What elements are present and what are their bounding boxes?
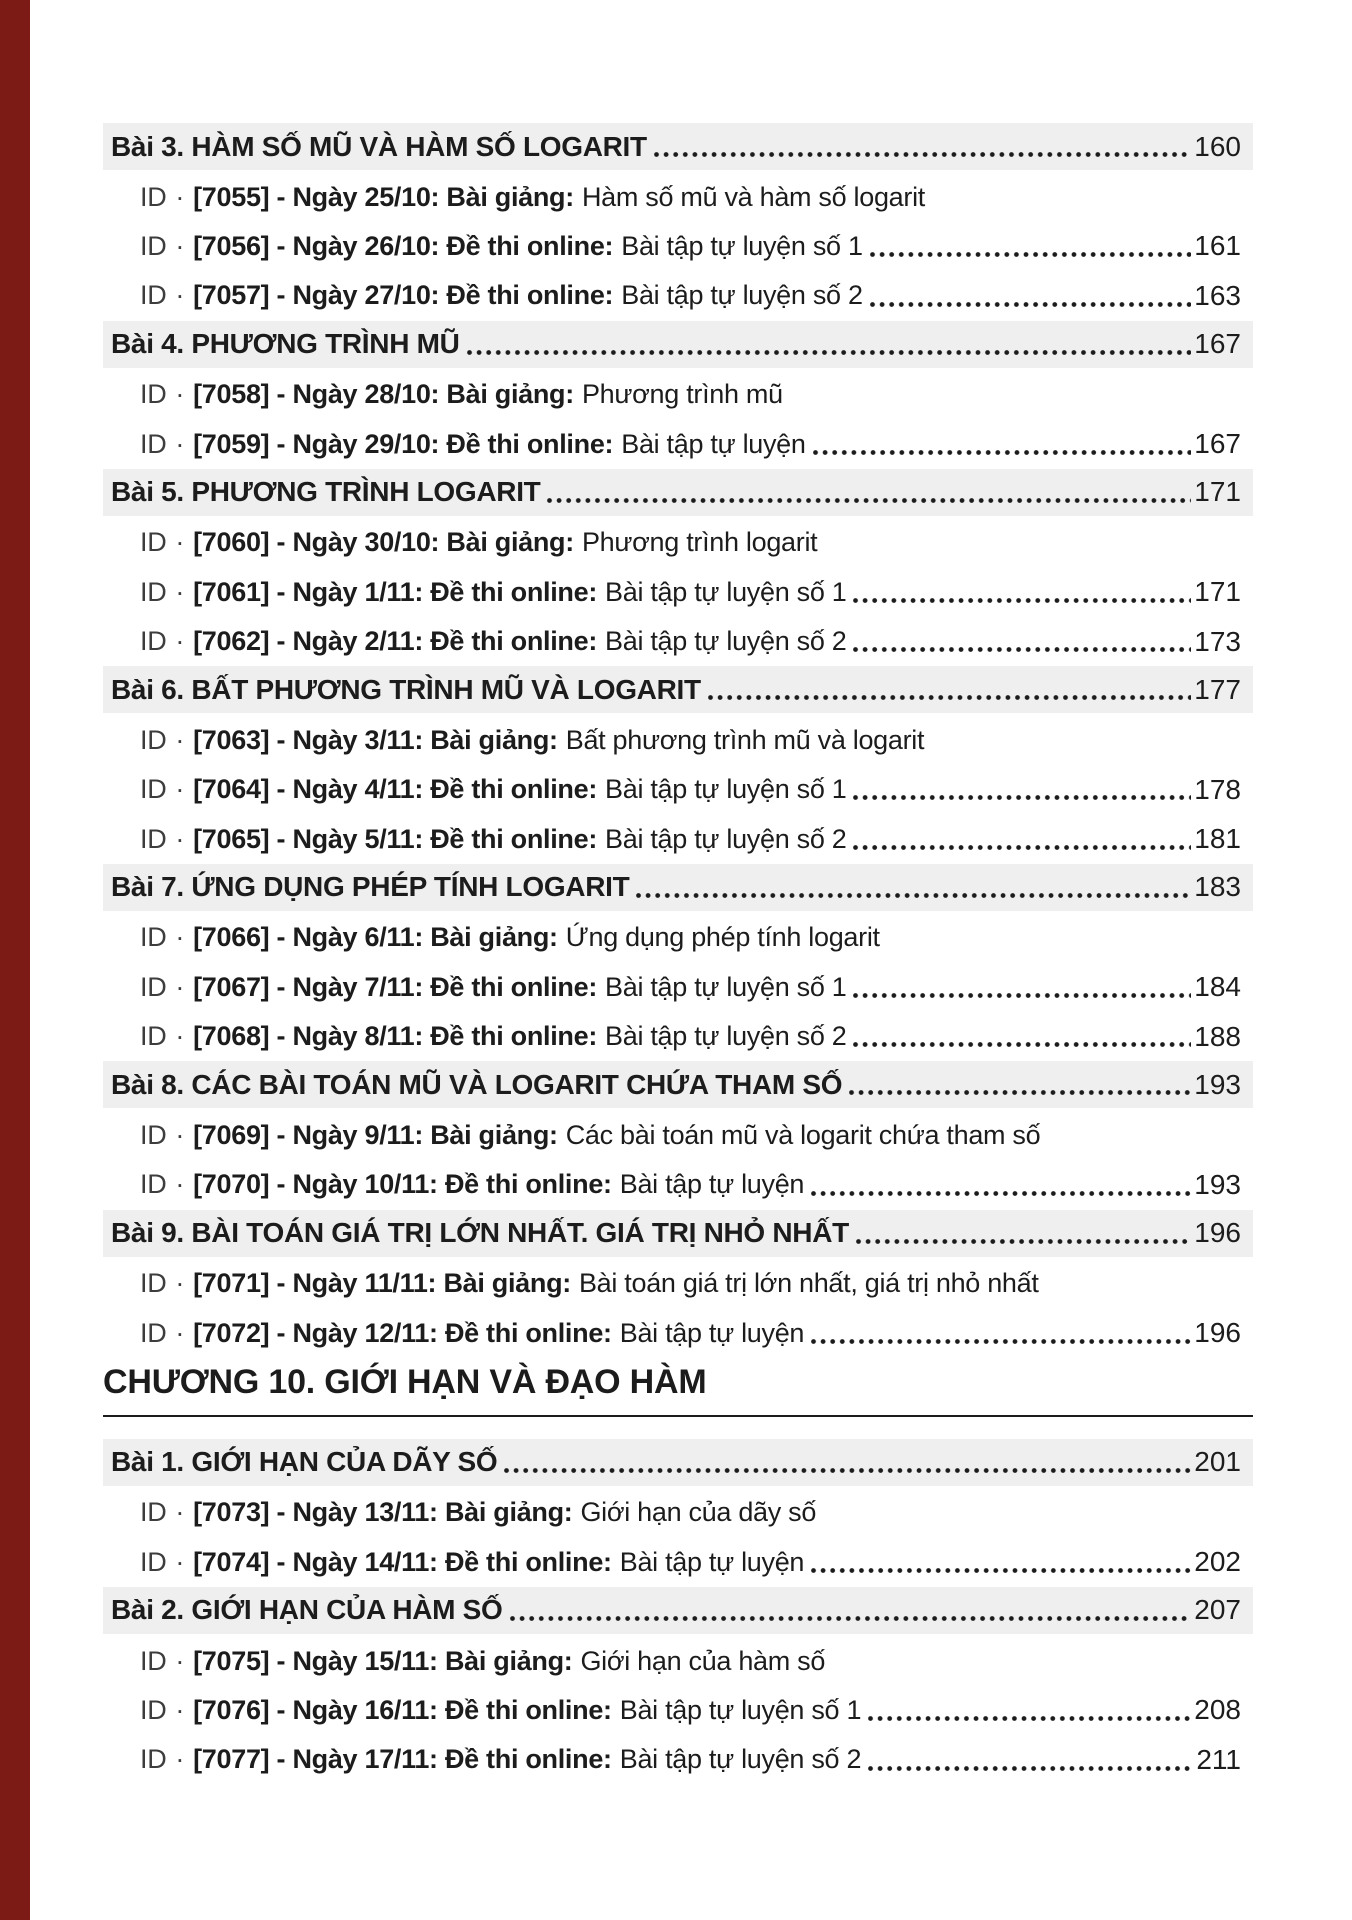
item-title: Bài tập tự luyện — [621, 428, 806, 459]
item-title: Bài tập tự luyện số 2 — [621, 280, 863, 311]
item-separator: · — [175, 280, 185, 311]
toc-item-row — [103, 419, 1253, 468]
dot-leader — [636, 893, 1191, 898]
toc-section-row — [103, 864, 1253, 911]
page-number: 207 — [1194, 1594, 1241, 1626]
item-id-prefix: ID — [140, 1169, 167, 1200]
item-id-prefix: ID — [140, 1645, 167, 1676]
toc-section-row — [103, 321, 1253, 368]
item-title: Bài tập tự luyện số 1 — [619, 1694, 862, 1725]
toc-item-row — [103, 1735, 1253, 1784]
page-number: 201 — [1194, 1446, 1241, 1478]
item-id-prefix: ID — [140, 1744, 167, 1775]
item-id-date-kind: [7060] - Ngày 30/10: Bài giảng: — [193, 527, 574, 558]
item-separator: · — [175, 576, 185, 607]
item-id-date-kind: [7068] - Ngày 8/11: Đề thi online: — [193, 1021, 598, 1052]
toc-section-row — [103, 666, 1253, 713]
item-id-date-kind: [7059] - Ngày 29/10: Đề thi online: — [193, 428, 614, 459]
dot-leader — [853, 795, 1191, 800]
item-separator: · — [175, 1169, 185, 1200]
chapter-title: CHƯƠNG 10. GIỚI HẠN VÀ ĐẠO HÀM — [103, 1362, 707, 1401]
item-title: Bài toán giá trị lớn nhất, giá trị nhỏ nhất — [578, 1268, 1039, 1299]
item-separator: · — [175, 1744, 185, 1775]
item-title: Bài tập tự luyện — [619, 1169, 805, 1200]
page-number: 178 — [1194, 773, 1241, 805]
toc-item-row — [103, 1012, 1253, 1061]
dot-leader — [853, 647, 1191, 652]
item-id-prefix: ID — [140, 1268, 167, 1299]
chapter-rule — [103, 1415, 1253, 1417]
item-id-date-kind: [7061] - Ngày 1/11: Đề thi online: — [193, 576, 598, 607]
toc-item-row — [103, 568, 1253, 617]
item-id-prefix: ID — [140, 576, 167, 607]
toc-section-row — [103, 1439, 1253, 1486]
item-id-date-kind: [7069] - Ngày 9/11: Bài giảng: — [193, 1120, 558, 1150]
item-id-date-kind: [7077] - Ngày 17/11: Đề thi online: — [193, 1744, 612, 1775]
item-id-prefix: ID — [140, 922, 167, 953]
item-title: Phương trình logarit — [581, 527, 818, 558]
item-id-prefix: ID — [140, 774, 167, 805]
item-id-prefix: ID — [140, 626, 167, 657]
toc-item-row — [103, 1308, 1253, 1357]
item-id-date-kind: [7075] - Ngày 15/11: Bài giảng: — [193, 1645, 573, 1676]
dot-leader — [853, 993, 1191, 998]
item-title: Giới hạn của dãy số — [580, 1497, 817, 1528]
item-separator: · — [175, 922, 185, 953]
item-title: Các bài toán mũ và logarit chứa tham số — [565, 1120, 1041, 1150]
item-separator: · — [175, 1546, 185, 1577]
item-id-prefix: ID — [140, 971, 167, 1002]
dot-leader — [870, 252, 1192, 257]
item-id-prefix: ID — [140, 280, 167, 311]
item-id-prefix: ID — [140, 181, 167, 212]
item-id-date-kind: [7070] - Ngày 10/11: Đề thi online: — [193, 1169, 612, 1200]
page-number: 196 — [1194, 1217, 1241, 1249]
page-number: 193 — [1194, 1168, 1241, 1200]
toc-item-row — [103, 1160, 1253, 1209]
table-of-contents — [103, 123, 1253, 1785]
item-separator: · — [175, 774, 185, 805]
page-number: 173 — [1194, 625, 1241, 657]
section-label: Bài 1. GIỚI HẠN CỦA DÃY SỐ — [111, 1446, 498, 1478]
item-id-prefix: ID — [140, 428, 167, 459]
toc-item-row — [103, 913, 1253, 962]
page-number: 196 — [1194, 1317, 1241, 1349]
item-title: Bài tập tự luyện số 2 — [605, 823, 847, 854]
page-number: 167 — [1194, 328, 1241, 360]
item-id-prefix: ID — [140, 379, 167, 410]
toc-item-row — [103, 617, 1253, 666]
toc-item-row — [103, 814, 1253, 863]
item-id-prefix: ID — [140, 527, 167, 558]
toc-item-row — [103, 963, 1253, 1012]
toc-item-row — [103, 518, 1253, 567]
item-separator: · — [175, 1120, 185, 1150]
toc-item-row — [103, 1488, 1253, 1537]
item-id-prefix: ID — [140, 724, 167, 755]
item-separator: · — [175, 1497, 185, 1528]
dot-leader — [853, 845, 1191, 850]
item-id-date-kind: [7073] - Ngày 13/11: Bài giảng: — [193, 1497, 573, 1528]
dot-leader — [547, 498, 1191, 503]
dot-leader — [504, 1468, 1191, 1473]
item-id-prefix: ID — [140, 823, 167, 854]
toc-section-row — [103, 123, 1253, 170]
dot-leader — [868, 1716, 1191, 1721]
item-separator: · — [175, 1021, 185, 1052]
section-label: Bài 9. BÀI TOÁN GIÁ TRỊ LỚN NHẤT. GIÁ TRỊ NHỎ NHẤT — [111, 1217, 849, 1249]
item-separator: · — [175, 379, 185, 410]
item-title: Bài tập tự luyện — [619, 1546, 805, 1577]
item-separator: · — [175, 1317, 185, 1348]
item-title: Bài tập tự luyện số 1 — [605, 576, 847, 607]
toc-item-row — [103, 370, 1253, 419]
page-number: 208 — [1194, 1694, 1241, 1726]
toc-item-row — [103, 172, 1253, 221]
section-label: Bài 4. PHƯƠNG TRÌNH MŨ — [111, 328, 460, 360]
item-title: Bài tập tự luyện số 2 — [619, 1744, 862, 1775]
toc-item-row — [103, 1111, 1253, 1160]
chapter-heading-block — [103, 1358, 1253, 1439]
dot-leader — [870, 302, 1192, 307]
item-id-date-kind: [7072] - Ngày 12/11: Đề thi online: — [193, 1317, 612, 1348]
page-number: 193 — [1194, 1068, 1241, 1100]
dot-leader — [811, 1191, 1191, 1196]
item-id-date-kind: [7065] - Ngày 5/11: Đề thi online: — [193, 823, 598, 854]
dot-leader — [467, 350, 1192, 355]
page-number: 211 — [1196, 1743, 1241, 1775]
dot-leader — [510, 1616, 1192, 1621]
left-edge-band — [0, 0, 30, 1920]
item-id-date-kind: [7066] - Ngày 6/11: Bài giảng: — [193, 922, 558, 953]
dot-leader — [853, 1042, 1191, 1047]
toc-section-row — [103, 1061, 1253, 1108]
section-label: Bài 5. PHƯƠNG TRÌNH LOGARIT — [111, 476, 541, 508]
toc-item-row — [103, 1259, 1253, 1308]
item-separator: · — [175, 823, 185, 854]
item-separator: · — [175, 230, 185, 261]
item-id-date-kind: [7057] - Ngày 27/10: Đề thi online: — [193, 280, 614, 311]
item-title: Giới hạn của hàm số — [580, 1645, 826, 1676]
item-separator: · — [175, 971, 185, 1002]
dot-leader — [853, 598, 1191, 603]
item-title: Hàm số mũ và hàm số logarit — [581, 181, 925, 212]
dot-leader — [856, 1239, 1191, 1244]
item-separator: · — [175, 724, 185, 755]
dot-leader — [849, 1090, 1191, 1095]
toc-item-row — [103, 1686, 1253, 1735]
item-separator: · — [175, 626, 185, 657]
toc-item-row — [103, 716, 1253, 765]
page-number: 167 — [1194, 428, 1241, 460]
item-separator: · — [175, 1268, 185, 1299]
item-title: Bài tập tự luyện số 1 — [605, 774, 847, 805]
section-label: Bài 6. BẤT PHƯƠNG TRÌNH MŨ VÀ LOGARIT — [111, 673, 701, 705]
item-title: Bài tập tự luyện — [619, 1317, 805, 1348]
item-id-prefix: ID — [140, 1497, 167, 1528]
item-id-date-kind: [7063] - Ngày 3/11: Bài giảng: — [193, 724, 558, 755]
dot-leader — [708, 695, 1191, 700]
item-id-prefix: ID — [140, 1120, 167, 1150]
item-title: Phương trình mũ — [581, 379, 783, 410]
item-id-date-kind: [7058] - Ngày 28/10: Bài giảng: — [193, 379, 574, 410]
section-label: Bài 7. ỨNG DỤNG PHÉP TÍNH LOGARIT — [111, 871, 630, 903]
item-title: Bài tập tự luyện số 1 — [605, 971, 847, 1002]
item-id-date-kind: [7076] - Ngày 16/11: Đề thi online: — [193, 1694, 612, 1725]
item-separator: · — [175, 1694, 185, 1725]
dot-leader — [868, 1766, 1193, 1771]
item-id-date-kind: [7055] - Ngày 25/10: Bài giảng: — [193, 181, 574, 212]
toc-item-row — [103, 1636, 1253, 1685]
item-id-date-kind: [7067] - Ngày 7/11: Đề thi online: — [193, 971, 598, 1002]
page-number: 161 — [1194, 230, 1241, 262]
page-number: 171 — [1194, 576, 1241, 608]
item-id-date-kind: [7071] - Ngày 11/11: Bài giảng: — [193, 1268, 571, 1299]
section-label: Bài 3. HÀM SỐ MŨ VÀ HÀM SỐ LOGARIT — [111, 130, 647, 162]
dot-leader — [654, 152, 1191, 157]
dot-leader — [811, 1568, 1191, 1573]
item-separator: · — [175, 428, 185, 459]
item-id-prefix: ID — [140, 1021, 167, 1052]
page-number: 188 — [1194, 1020, 1241, 1052]
toc-section-row — [103, 1587, 1253, 1634]
page-number: 171 — [1194, 476, 1241, 508]
item-id-prefix: ID — [140, 1317, 167, 1348]
item-separator: · — [175, 1645, 185, 1676]
section-label: Bài 2. GIỚI HẠN CỦA HÀM SỐ — [111, 1594, 503, 1626]
section-label: Bài 8. CÁC BÀI TOÁN MŨ VÀ LOGARIT CHỨA THAM SỐ — [111, 1068, 843, 1100]
item-id-prefix: ID — [140, 1694, 167, 1725]
item-id-date-kind: [7064] - Ngày 4/11: Đề thi online: — [193, 774, 598, 805]
toc-item-row — [103, 1538, 1253, 1587]
item-title: Bài tập tự luyện số 1 — [621, 230, 863, 261]
item-title: Bài tập tự luyện số 2 — [605, 626, 847, 657]
page-number: 184 — [1194, 971, 1241, 1003]
item-id-prefix: ID — [140, 230, 167, 261]
item-title: Ứng dụng phép tính logarit — [565, 922, 880, 953]
dot-leader — [813, 450, 1192, 455]
page-number: 202 — [1194, 1546, 1241, 1578]
page-number: 181 — [1194, 823, 1241, 855]
dot-leader — [811, 1339, 1191, 1344]
page-number: 160 — [1194, 130, 1241, 162]
item-title: Bất phương trình mũ và logarit — [565, 724, 925, 755]
toc-section-row — [103, 1210, 1253, 1257]
item-title: Bài tập tự luyện số 2 — [605, 1021, 847, 1052]
page-number: 177 — [1194, 673, 1241, 705]
page-number: 163 — [1194, 279, 1241, 311]
toc-section-row — [103, 469, 1253, 516]
item-id-date-kind: [7074] - Ngày 14/11: Đề thi online: — [193, 1546, 612, 1577]
item-separator: · — [175, 181, 185, 212]
item-id-date-kind: [7062] - Ngày 2/11: Đề thi online: — [193, 626, 598, 657]
item-separator: · — [175, 527, 185, 558]
toc-item-row — [103, 271, 1253, 320]
item-id-prefix: ID — [140, 1546, 167, 1577]
toc-item-row — [103, 222, 1253, 271]
page-number: 183 — [1194, 871, 1241, 903]
toc-item-row — [103, 765, 1253, 814]
item-id-date-kind: [7056] - Ngày 26/10: Đề thi online: — [193, 230, 614, 261]
